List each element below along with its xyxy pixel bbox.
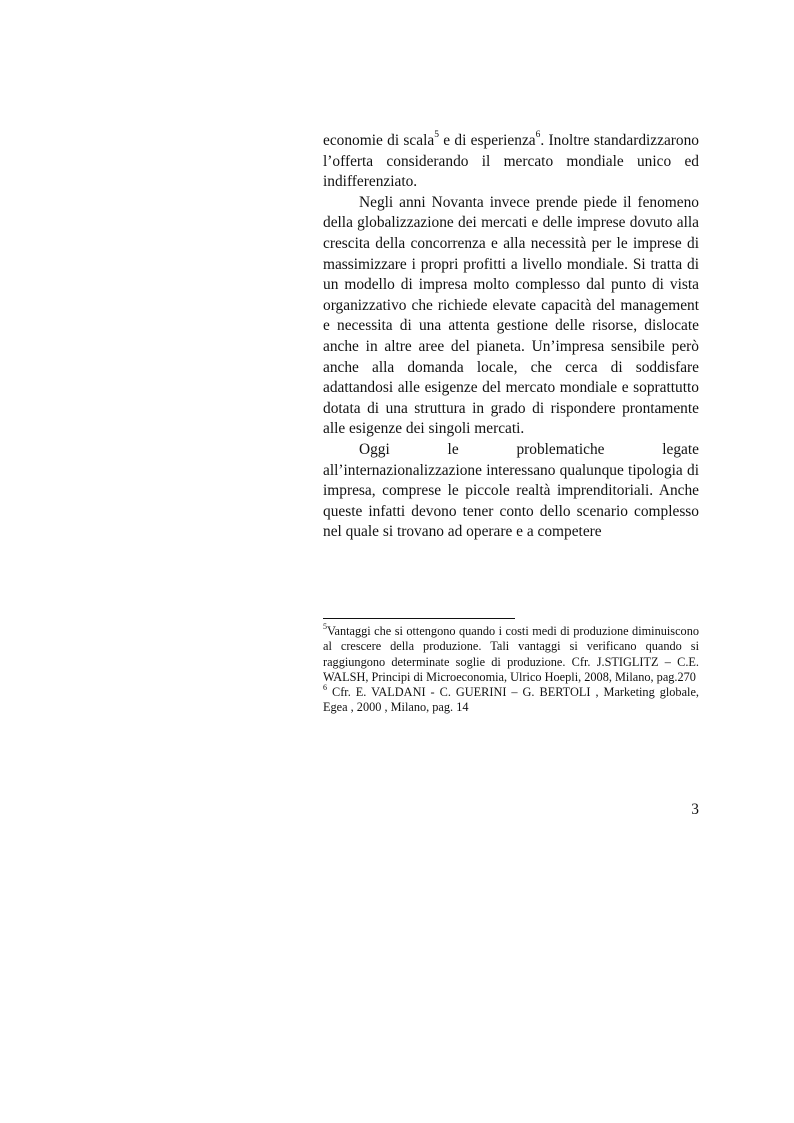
paragraph-2: Negli anni Novanta invece prende piede il fenomeno della globalizzazione dei mercati e delle imprese dovuto alla crescita della concorrenza e alla necessità per le imprese di massimizzare i propri profitti a livello mondiale. Si tratta di un modello di impresa molto complesso dal punto di vista organizzativo che richiede elevate capacità del management e necessita di una attenta gestione delle risorse, dislocate anche in altre aree del pianeta. Un’impresa sensibile però anche alla domanda locale, che cerca di soddisfare adattandosi alle esigenze del mercato mondiale e soprattutto dotata di una struttura in grado di rispondere prontamente alle esigenze dei singoli mercati. [323, 193, 699, 438]
paragraph-1-text-c: . Inoltre standardizzarono l’offerta considerando il mercato mondiale unico ed indifferenziato. [323, 132, 699, 191]
paragraph-3: Oggi le problematiche legate all’internazionalizzazione interessano qualunque tipologia di impresa, comprese le piccole realtà imprenditoriali. Anche queste infatti devono tener conto dello scenario complesso nel quale si trovano ad operare e a competere [323, 440, 699, 541]
footnotes [323, 621, 699, 716]
paragraph-1 [323, 131, 699, 193]
footnote-separator [323, 618, 515, 619]
paragraph-1-text-a: economie di scala [323, 132, 435, 149]
footnote-6-text: Cfr. E. VALDANI - C. GUERINI – G. BERTOLI , Marketing globale, Egea , 2000 , Milano, pag. 14 [323, 685, 699, 715]
footnote-5 [323, 621, 699, 685]
footnote-6 [323, 685, 699, 716]
page-number: 3 [691, 801, 699, 818]
footnote-6-marker: 6 [323, 683, 327, 693]
paragraph-1-text-b: e di esperienza [438, 132, 536, 149]
main-text [323, 131, 699, 543]
footnote-5-marker: 5 [323, 621, 327, 631]
footnote-ref-5[interactable]: 5 [434, 129, 439, 140]
footnote-5-text: Vantaggi che si ottengono quando i costi medi di produzione diminuiscono al crescere della produzione. Tali vantaggi si verificano quando si raggiungono determinate soglie di produzione. Cfr. J.STIGLITZ – C.E. WALSH, Principi di Microeconomia, Ulrico Hoepli, 2008, Milano, pag.270 [323, 624, 699, 684]
footnote-ref-6[interactable]: 6 [535, 129, 541, 140]
